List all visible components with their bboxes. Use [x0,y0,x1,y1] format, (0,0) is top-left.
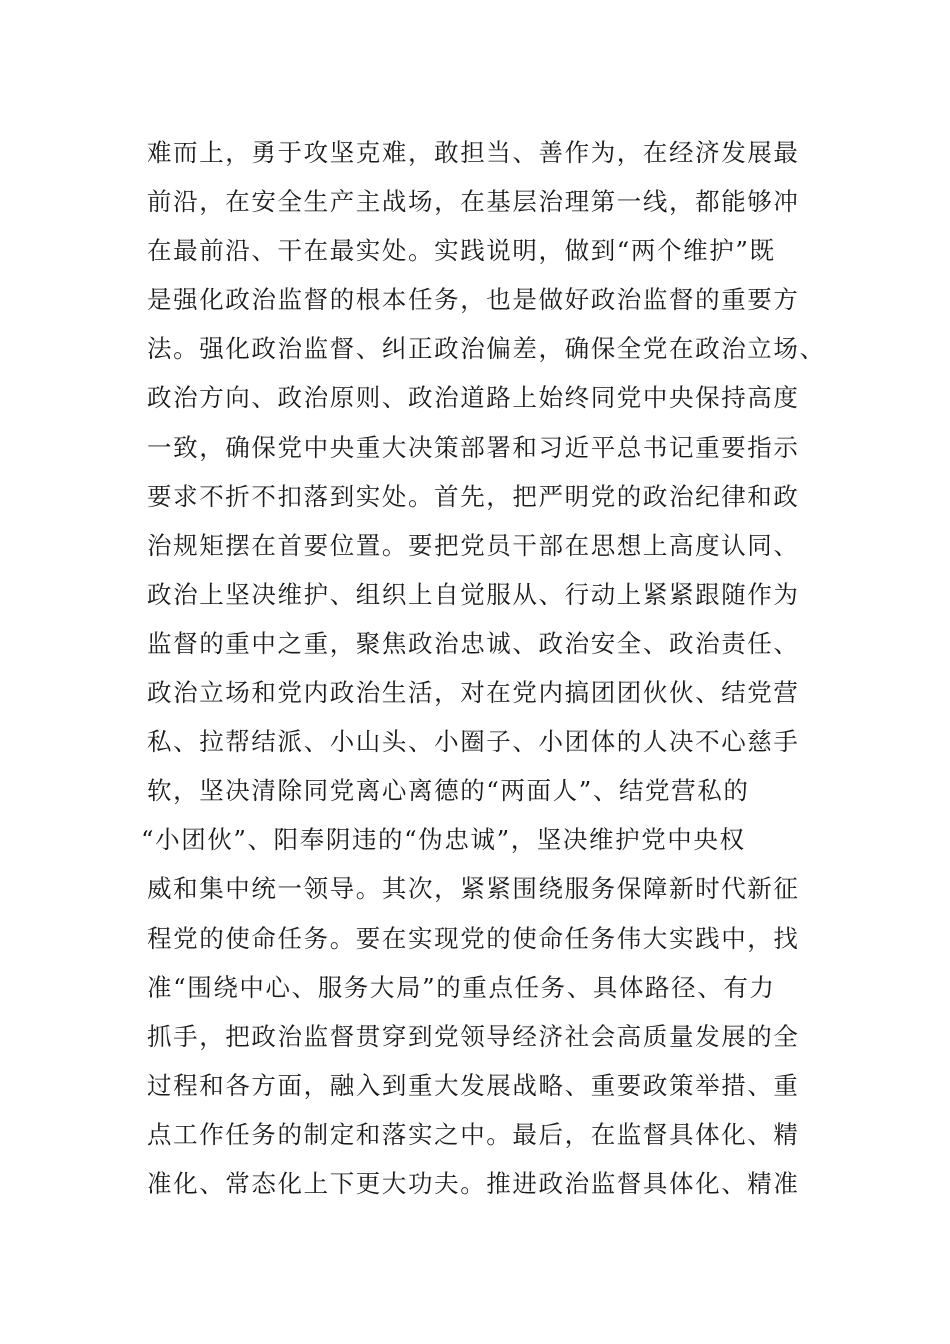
text-line: 在最前沿、干在最实处。实践说明，做到“两个维护”既 [147,236,776,266]
text-line: 是强化政治监督的根本任务，也是做好政治监督的重要方 [147,285,800,315]
text-line: “小团伙”、阳奉阴违的“伪忠诚”，坚决维护党中央权 [141,825,746,855]
text-line: 准“围绕中心、服务大局”的重点任务、具体路径、有力 [147,972,776,1002]
text-line: 监督的重中之重，聚焦政治忠诚、政治安全、政治责任、 [147,628,800,658]
body-paragraph [141,128,847,1208]
text-line: 点工作任务的制定和落实之中。最后，在监督具体化、精 [147,1119,800,1149]
text-line: 难而上，勇于攻坚克难，敢担当、善作为，在经济发展最 [147,138,800,167]
text-line: 一致，确保党中央重大决策部署和习近平总书记重要指示 [147,432,800,462]
text-line: 程党的使命任务。要在实现党的使命任务伟大实践中，找 [147,923,800,953]
text-line: 政治立场和党内政治生活，对在党内搞团团伙伙、结党营 [147,678,800,708]
text-line: 抓手，把政治监督贯穿到党领导经济社会高质量发展的全 [147,1021,800,1051]
text-line: 威和集中统一领导。其次，紧紧围绕服务保障新时代新征 [147,874,800,904]
text-line: 准化、常态化上下更大功夫。推进政治监督具体化、精准 [147,1168,800,1198]
text-line: 法。强化政治监督、纠正政治偏差，确保全党在政治立场、 [147,334,826,364]
text-line: 政治方向、政治原则、政治道路上始终同党中央保持高度 [147,383,800,413]
text-line: 治规矩摆在首要位置。要把党员干部在思想上高度认同、 [147,530,800,560]
text-line: 要求不折不扣落到实处。首先，把严明党的政治纪律和政 [147,481,800,511]
text-line: 前沿，在安全生产主战场，在基层治理第一线，都能够冲 [147,187,800,217]
text-line: 政治上坚决维护、组织上自觉服从、行动上紧紧跟随作为 [147,579,800,609]
text-line: 私、拉帮结派、小山头、小圈子、小团体的人决不心慈手 [147,727,800,757]
text-line: 过程和各方面，融入到重大发展战略、重要政策举措、重 [147,1070,800,1100]
text-line: 软，坚决清除同党离心离德的“两面人”、结党营私的 [147,776,750,806]
